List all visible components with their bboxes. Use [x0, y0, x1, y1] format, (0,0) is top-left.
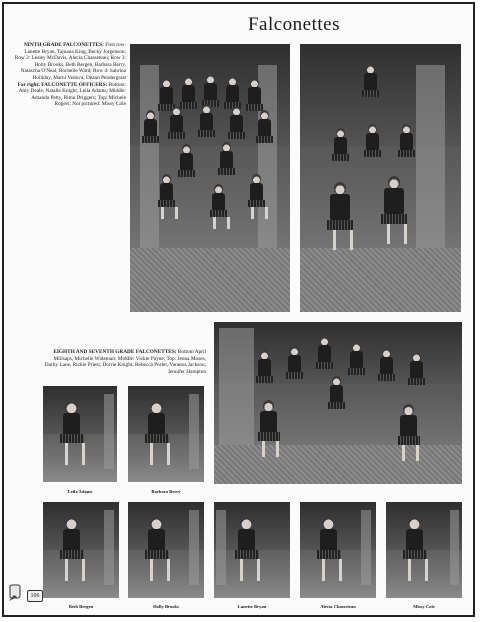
- page-title: Falconettes: [247, 14, 340, 35]
- portrait-photo: [128, 386, 204, 482]
- portrait-photo: [43, 386, 117, 482]
- portrait-name: Alecia Chasseteau: [320, 604, 356, 609]
- ninth-grade-caption: [14, 42, 126, 108]
- eighth-seventh-text: Bottom April Millsaps, Michelle Wideman; Middle: Vickie Payne; Top: Jenna Moses, Darby Lane, Rickie Priest, Dorrie Knight, Rebecca Porter, Vanessa Jackson, Jennifer Hampton: [44, 349, 206, 375]
- page-corner-icon: [8, 584, 24, 602]
- portrait-photo: [386, 502, 462, 598]
- eighth-seventh-group-photo: [214, 322, 462, 484]
- ninth-grade-group-photo: [130, 44, 290, 312]
- eighth-seventh-heading: EIGHTH AND SEVENTH GRADE FALCONETTES:: [53, 349, 177, 355]
- portrait-name: Missy Cole: [413, 604, 435, 609]
- ninth-grade-heading: NINTH GRADE FALCONETTES:: [23, 42, 104, 48]
- portrait-name: Beth Bergen: [68, 604, 94, 609]
- officers-heading: Far right: FALCONETTE OFFICERS:: [17, 81, 108, 88]
- portrait-photo: [300, 502, 376, 598]
- page-number: 106: [27, 590, 43, 602]
- portrait-photo: [214, 502, 290, 598]
- officers-text: Bottom: Amy Deale, Natalie Knight, Leila Adams; Middle: Amanda Petty, Rima Driggers; Top: Michele Rogers; Not pictured: Missy Cole: [18, 81, 126, 108]
- portrait-name: Leila Adams: [67, 489, 93, 494]
- eighth-seventh-caption: [44, 349, 206, 375]
- officers-group-photo: [300, 44, 461, 312]
- portrait-photo: [43, 502, 119, 598]
- portrait-photo: [128, 502, 204, 598]
- portrait-name: Lanette Bryan: [237, 604, 267, 609]
- portrait-name: Barbara Berry: [151, 489, 181, 494]
- ninth-grade-text: First row: Lanette Bryan, Tajuana King, Becky Jorgenson; Row 2: Lesley McDavis, Alecia Chasseteau; Row 3: Holly Brooks, Beth Bergen, Barbara Berry, Natascha O'Neal, Rochelle Ward; Row 4: Sabrina Holliday, Marni Vedova, Deann Pendergrast: [14, 42, 126, 81]
- portrait-name: Holly Brooks: [153, 604, 179, 609]
